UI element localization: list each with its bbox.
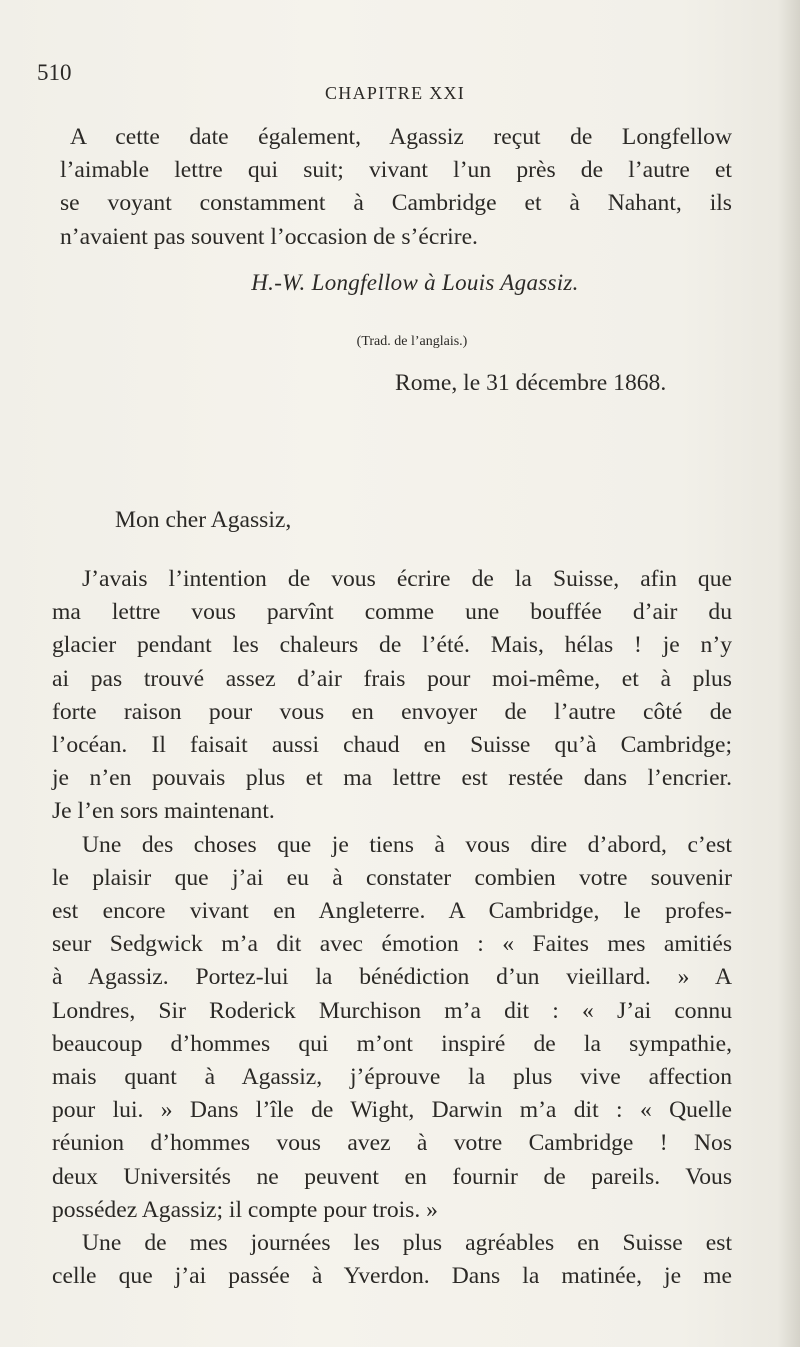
letter-line: est encore vivant en Angleterre. A Cambridge, le profes- (52, 898, 732, 925)
page-edge-shadow (778, 0, 800, 1347)
page-number: 510 (37, 60, 72, 85)
letter-title: H.-W. Longfellow à Louis Agassiz. (251, 270, 579, 295)
letter-place-date: Rome, le 31 décembre 1868. (395, 370, 667, 396)
letter-line: l’océan. Il faisait aussi chaud en Suisse qu’à Cambridge; (52, 732, 732, 759)
letter-line: Une des choses que je tiens à vous dire d’abord, c’est (82, 831, 732, 858)
intro-line: A cette date également, Agassiz reçut de Longfellow (70, 124, 732, 150)
letter-line: J’avais l’intention de vous écrire de la Suisse, afin que (82, 566, 732, 592)
letter-line: à Agassiz. Portez-lui la bénédiction d’un vieillard. » A (52, 964, 732, 991)
running-head: CHAPITRE XXI (325, 83, 466, 103)
letter-line: Une de mes journées les plus agréables en Suisse est (82, 1230, 732, 1257)
letter-line: je n’en pouvais plus et ma lettre est restée dans l’encrier. (52, 765, 732, 792)
letter-line: possédez Agassiz; il compte pour trois. » (52, 1196, 438, 1223)
letter-line: pour lui. » Dans l’île de Wight, Darwin m’a dit : « Quelle (52, 1097, 732, 1124)
letter-line: ai pas trouvé assez d’air frais pour moi-même, et à plus (52, 665, 732, 692)
letter-body (52, 563, 732, 1293)
intro-line: n’avaient pas souvent l’occasion de s’écrire. (60, 223, 478, 250)
letter-line: Je l’en sors maintenant. (52, 798, 275, 825)
letter-line: Londres, Sir Roderick Murchison m’a dit : « J’ai connu (52, 997, 732, 1024)
intro-line: se voyant constamment à Cambridge et à Nahant, ils (60, 190, 732, 217)
intro-line: l’aimable lettre qui suit; vivant l’un près de l’autre et (60, 157, 732, 184)
letter-line: ma lettre vous parvînt comme une bouffée d’air du (52, 599, 732, 626)
letter-line: beaucoup d’hommes qui m’ont inspiré de la sympathie, (52, 1030, 732, 1057)
letter-line: celle que j’ai passée à Yverdon. Dans la matinée, je me (52, 1263, 732, 1290)
letter-line: le plaisir que j’ai eu à constater combien votre souvenir (52, 864, 732, 891)
letter-line: deux Universités ne peuvent en fournir de pareils. Vous (52, 1163, 732, 1190)
letter-line: réunion d’hommes vous avez à votre Cambridge ! Nos (52, 1130, 732, 1157)
letter-salutation: Mon cher Agassiz, (115, 507, 292, 533)
intro-paragraph (52, 121, 732, 254)
letter-line: forte raison pour vous en envoyer de l’autre côté de (52, 698, 732, 725)
letter-line: seur Sedgwick m’a dit avec émotion : « Faites mes amitiés (52, 931, 732, 958)
letter-line: glacier pendant les chaleurs de l’été. Mais, hélas ! je n’y (52, 632, 732, 659)
translation-note: (Trad. de l’anglais.) (356, 334, 468, 349)
letter-line: mais quant à Agassiz, j’éprouve la plus vive affection (52, 1064, 732, 1091)
